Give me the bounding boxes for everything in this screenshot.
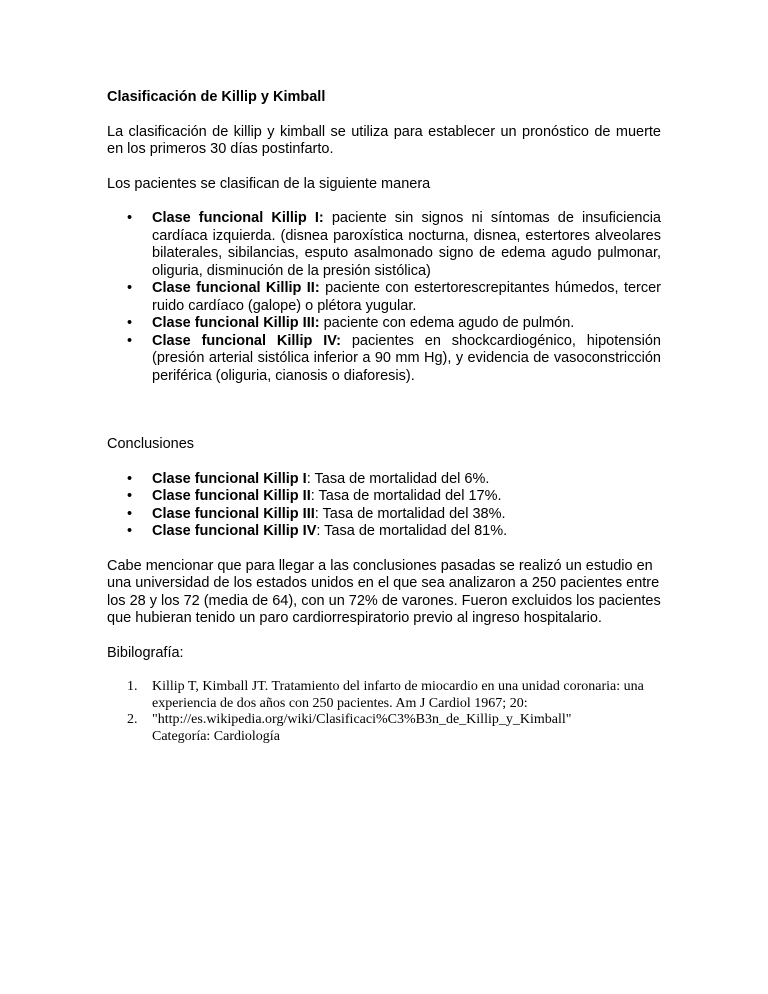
- classification-intro: Los pacientes se clasifican de la siguiente manera: [107, 175, 431, 192]
- list-item: [107, 679, 661, 712]
- class-label: Clase funcional Killip I:: [152, 210, 324, 226]
- reference-text: Killip T, Kimball JT. Tratamiento del infarto de miocardio en una unidad coronaria: una experiencia de dos años con 250 pacientes. Am J Cardiol 1967; 20:: [152, 679, 644, 711]
- conclusion-label: Clase funcional Killip III: [152, 505, 315, 522]
- class-description: paciente sin signos ni síntomas de insuficiencia cardíaca izquierda. (disnea paroxística nocturna, disnea, estertores alveolares bilaterales, sibilancias, esputo asalmonado signo de edema agudo pulmonar, oliguria, disminución de la presión sistólica): [152, 210, 662, 279]
- reference-number: 1.: [127, 679, 138, 694]
- bullet-icon: •: [127, 332, 133, 349]
- list-item: [107, 333, 661, 386]
- bullet-icon: •: [127, 505, 133, 522]
- conclusion-text: : Tasa de mortalidad del 6%.: [306, 470, 490, 487]
- list-item: [107, 471, 661, 489]
- conclusion-label: Clase funcional Killip IV: [152, 523, 317, 539]
- class-description: pacientes en shockcardiogénico, hipotensión (presión arterial sistólica inferior a 90 mm Hg), y evidencia de vasoconstricción periférica (oliguria, cianosis o diaforesis).: [152, 332, 661, 384]
- conclusion-text: : Tasa de mortalidad del 38%.: [314, 505, 506, 522]
- references-list: [107, 679, 661, 745]
- study-note-paragraph: Cabe mencionar que para llegar a las conclusiones pasadas se realizó un estudio en una universidad de los estados unidos en el que sea analizaron a 250 pacientes entre los 28 y los 72 (media de 64), con un 72% de varones. Fueron excluidos los pacientes que hubieran tenido un paro cardiorrespiratorio previo al ingreso hospitalario.: [107, 557, 661, 626]
- list-item: [107, 210, 661, 280]
- bibliography-heading: Bibilografía:: [107, 644, 184, 661]
- list-item: [107, 523, 661, 541]
- bullet-icon: •: [127, 488, 133, 504]
- document-title: Clasificación de Killip y Kimball: [107, 89, 326, 105]
- conclusions-heading: Conclusiones: [107, 436, 195, 452]
- conclusion-text: : Tasa de mortalidad del 81%.: [316, 523, 508, 539]
- list-item: [107, 488, 661, 506]
- bullet-icon: •: [127, 523, 133, 539]
- reference-number: 2.: [127, 712, 138, 727]
- reference-link[interactable]: "http://es.wikipedia.org/wiki/Clasificaci%C3%B3n_de_Killip_y_Kimball": [152, 712, 572, 727]
- class-description: paciente con estertorescrepitantes húmedos, tercer ruido cardíaco (galope) o plétora yugular.: [152, 280, 662, 314]
- bullet-icon: •: [127, 315, 133, 331]
- document-page: [107, 89, 661, 745]
- classification-list: [107, 210, 661, 385]
- list-item: [107, 712, 661, 745]
- class-label: Clase funcional Killip III:: [152, 315, 320, 331]
- list-item: [107, 506, 661, 524]
- bullet-icon: •: [127, 280, 133, 296]
- list-item: [107, 280, 661, 315]
- intro-paragraph: La clasificación de killip y kimball se utiliza para establecer un pronóstico de muerte en los primeros 30 días postinfarto.: [107, 123, 661, 157]
- list-item: [107, 315, 661, 333]
- category-label: Categoría: Cardiología: [152, 728, 280, 744]
- conclusion-label: Clase funcional Killip II: [152, 488, 311, 504]
- class-label: Clase funcional Killip II:: [152, 280, 320, 296]
- conclusion-text: : Tasa de mortalidad del 17%.: [310, 488, 502, 504]
- bullet-icon: •: [127, 210, 133, 226]
- conclusion-label: Clase funcional Killip I: [152, 470, 307, 487]
- bullet-icon: •: [127, 470, 133, 487]
- class-label: Clase funcional Killip IV:: [152, 332, 341, 349]
- class-description: paciente con edema agudo de pulmón.: [319, 315, 575, 331]
- conclusions-list: [107, 471, 661, 541]
